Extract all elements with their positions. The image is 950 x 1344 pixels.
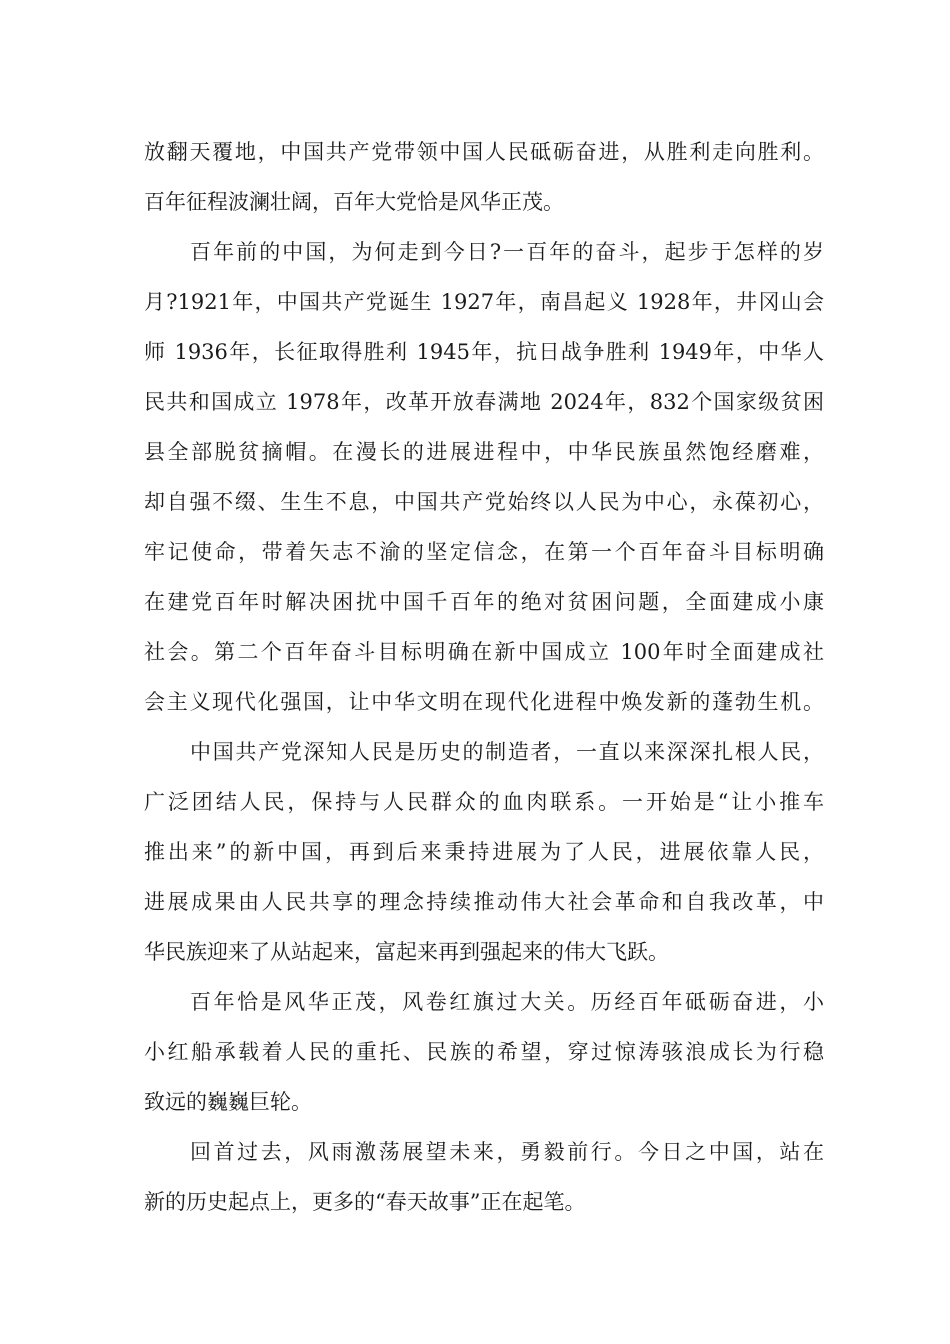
paragraph-start-line: 百年恰是风华正茂，风卷红旗过大关。历经百年砥砺奋进，小 <box>190 990 824 1014</box>
text-line: 县全部脱贫摘帽。在漫长的进展进程中，中华民族虽然饱经磨难， <box>144 440 824 464</box>
text-line: 百年征程波澜壮阔，百年大党恰是风华正茂。 <box>144 190 564 214</box>
paragraph-start-line: 中国共产党深知人民是历史的制造者，一直以来深深扎根人民， <box>190 740 824 764</box>
text-line: 师 1936年，长征取得胜利 1945年，抗日战争胜利 1949年，中华人 <box>144 340 824 364</box>
text-line: 小红船承载着人民的重托、民族的希望，穿过惊涛骇浪成长为行稳 <box>144 1040 824 1064</box>
paragraph-start-line: 百年前的中国，为何走到今日?一百年的奋斗，起步于怎样的岁 <box>190 240 824 264</box>
text-line: 民共和国成立 1978年，改革开放春满地 2024年，832个国家级贫困 <box>144 390 824 414</box>
text-line: 华民族迎来了从站起来，富起来再到强起来的伟大飞跃。 <box>144 940 669 964</box>
text-line: 在建党百年时解决困扰中国千百年的绝对贫困问题，全面建成小康 <box>144 590 824 614</box>
text-line: 月?1921年，中国共产党诞生 1927年，南昌起义 1928年，井冈山会 <box>144 290 824 314</box>
document-body <box>144 127 824 1227</box>
text-line: 广泛团结人民，保持与人民群众的血肉联系。一开始是“让小推车 <box>144 790 824 814</box>
text-line: 推出来”的新中国，再到后来秉持进展为了人民，进展依靠人民， <box>144 840 824 864</box>
text-line: 致远的巍巍巨轮。 <box>144 1090 312 1114</box>
text-line: 牢记使命，带着矢志不渝的坚定信念，在第一个百年奋斗目标明确 <box>144 540 824 564</box>
text-line: 新的历史起点上，更多的“春天故事”正在起笔。 <box>144 1190 586 1214</box>
text-line: 会主义现代化强国，让中华文明在现代化进程中焕发新的蓬勃生机。 <box>144 690 824 714</box>
text-line: 社会。第二个百年奋斗目标明确在新中国成立 100年时全面建成社 <box>144 640 824 664</box>
text-line: 放翻天覆地，中国共产党带领中国人民砥砺奋进，从胜利走向胜利。 <box>144 140 824 164</box>
paragraph-start-line: 回首过去，风雨激荡展望未来，勇毅前行。今日之中国，站在 <box>190 1140 824 1164</box>
text-line: 却自强不缀、生生不息，中国共产党始终以人民为中心，永葆初心， <box>144 490 824 514</box>
text-line: 进展成果由人民共享的理念持续推动伟大社会革命和自我改革，中 <box>144 890 824 914</box>
